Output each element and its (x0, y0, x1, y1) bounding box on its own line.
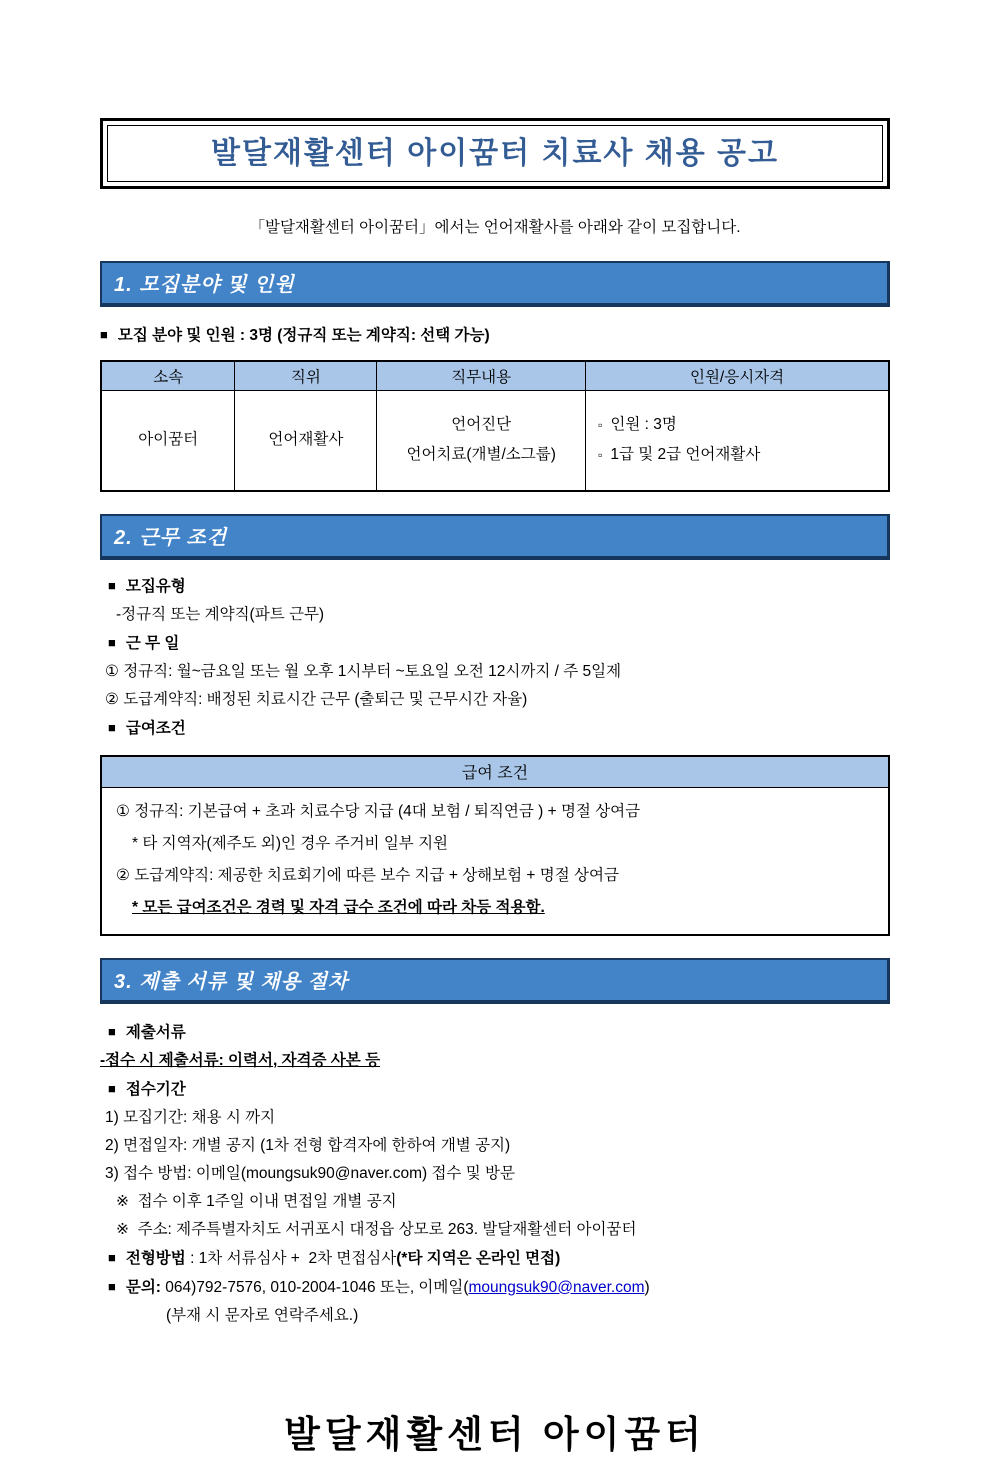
section2-heading: 2. 근무 조건 (114, 526, 228, 549)
line-note-interview: ※ 접수 이후 1주일 이내 면접일 개별 공지 (116, 1192, 397, 1210)
hollow-square-bullet-icon: ▫ (598, 418, 603, 433)
line-salary-label: ■ 급여조건 (100, 714, 890, 743)
square-bullet-icon: ■ (108, 1278, 116, 1294)
salary-table (100, 755, 890, 936)
square-bullet-icon: ■ (108, 1249, 116, 1265)
col-header-position: 직위 (235, 361, 377, 391)
page-title: 발달재활센터 아이꿈터 치료사 채용 공고 (211, 137, 779, 170)
selection-method-detail: : 1차 서류심사 + 2차 면접심사 (185, 1249, 397, 1267)
section1-summary-text: 모집 분야 및 인원 : 3명 (정규직 또는 계약직: 선택 가능) (117, 326, 490, 344)
requirement-line2 (598, 440, 882, 470)
col-header-dept: 소속 (101, 361, 235, 391)
line-contact-note: (부재 시 문자로 연락주세요.) (166, 1306, 359, 1324)
section2-header (100, 514, 890, 560)
duty-line1: 언어진단 (451, 416, 512, 434)
cell-position: 언어재활사 (235, 390, 377, 491)
duty-line2: 언어치료(개별/소그룹) (406, 446, 556, 464)
contact-label: 문의: (125, 1278, 161, 1296)
contact-suffix: ) (644, 1278, 650, 1296)
line-docs-detail: -접수 시 제출서류: 이력서, 자격증 사본 등 (100, 1051, 381, 1069)
square-bullet-icon: ■ (108, 1023, 116, 1039)
recruit-table-header-row (101, 361, 889, 391)
line-workday-label: ■ 근 무 일 (100, 629, 890, 658)
section3-header (100, 958, 890, 1004)
col-header-duty: 직무내용 (377, 361, 586, 391)
table-row (101, 390, 889, 491)
requirement-line1 (598, 410, 882, 440)
line-interview-date: 2) 면접일자: 개별 공지 (1차 전형 합격자에 한하여 개별 공지) (105, 1136, 511, 1154)
line-selection-method (100, 1244, 890, 1273)
line-recruit-period: 1) 모집기간: 채용 시 까지 (105, 1108, 276, 1126)
section1-header (100, 261, 890, 307)
salary-table-body-row (101, 787, 889, 935)
requirement-text2: 1급 및 2급 언어재활사 (610, 446, 761, 464)
section3-heading: 3. 제출 서류 및 채용 절차 (114, 970, 349, 993)
line-recruit-type-value: -정규직 또는 계약직(파트 근무) (116, 605, 325, 623)
line-workday-regular: ① 정규직: 월~금요일 또는 월 오후 1시부터 ~토요일 오전 12시까지 / 주 5일제 (105, 662, 622, 680)
salary-line-regular: ① 정규직: 기본급여 + 초과 치료수당 지급 (4대 보험 / 퇴직연금 ) + 명절 상여금 (116, 802, 641, 820)
contact-phones: 064)792-7576, 010-2004-1046 또는, 이메일( (160, 1278, 469, 1296)
salary-line-note: * 모든 급여조건은 경력 및 자격 급수 조건에 따라 차등 적용함. (132, 898, 545, 916)
line-contact (100, 1273, 890, 1302)
salary-line-contract: ② 도급계약직: 제공한 치료회기에 따른 보수 지급 + 상해보험 + 명절 상여금 (116, 866, 619, 884)
line-apply-method: 3) 접수 방법: 이메일(moungsuk90@naver.com) 접수 및 방문 (105, 1164, 515, 1182)
square-bullet-icon: ■ (100, 326, 108, 342)
square-bullet-icon: ■ (108, 634, 116, 650)
selection-method-label: 전형방법 (125, 1249, 186, 1267)
line-period-label: ■ 접수기간 (100, 1075, 890, 1104)
line-recruit-type-label: ■ 모집유형 (100, 572, 890, 601)
salary-table-title: 급여 조건 (101, 756, 889, 788)
document-title-box (100, 118, 890, 189)
cell-dept: 아이꿈터 (101, 390, 235, 491)
line-workday-contract: ② 도급계약직: 배정된 치료시간 근무 (출퇴근 및 근무시간 자율) (105, 690, 528, 708)
line-docs-label: ■ 제출서류 (100, 1018, 890, 1047)
square-bullet-icon: ■ (108, 719, 116, 735)
section1-heading: 1. 모집분야 및 인원 (114, 273, 295, 296)
line-note-address: ※ 주소: 제주특별자치도 서귀포시 대정읍 상모로 263. 발달재활센터 아이꿈터 (116, 1220, 637, 1238)
col-header-requirements: 인원/응시자격 (586, 361, 889, 391)
selection-method-note: (*타 지역은 온라인 면접) (396, 1249, 561, 1267)
salary-table-header-row (101, 756, 889, 788)
cell-duty (377, 390, 586, 491)
cell-requirements (586, 390, 889, 491)
square-bullet-icon: ■ (108, 577, 116, 593)
footer-org-name: 발달재활센터 아이꿈터 (284, 1414, 706, 1456)
section1-summary (100, 321, 890, 350)
square-bullet-icon: ■ (108, 1080, 116, 1096)
recruit-table (100, 360, 890, 492)
contact-email-link[interactable]: moungsuk90@naver.com (468, 1278, 645, 1296)
salary-table-body (101, 787, 889, 935)
hollow-square-bullet-icon: ▫ (598, 448, 603, 463)
salary-line-housing: * 타 지역자(제주도 외)인 경우 주거비 일부 지원 (132, 834, 449, 852)
intro-text: 「발달재활센터 아이꿈터」에서는 언어재활사를 아래와 같이 모집합니다. (249, 219, 741, 236)
requirement-text1: 인원 : 3명 (610, 416, 677, 434)
